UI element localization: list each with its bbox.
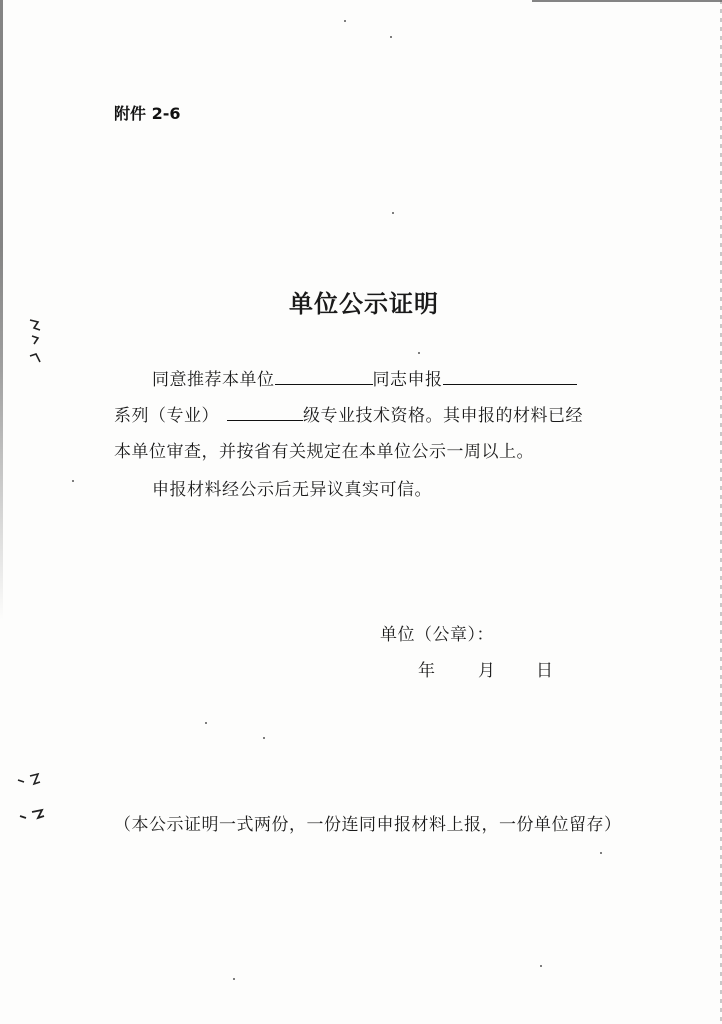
series-prefix: 系列（专业） xyxy=(114,406,219,426)
recommend-prefix: 同意推荐本单位 xyxy=(152,370,275,390)
date-month: 月 xyxy=(478,661,495,681)
scan-speck xyxy=(540,965,542,967)
series-blank xyxy=(443,366,577,385)
level-blank xyxy=(227,402,303,421)
paragraph-line-3: 本单位审查，并按省有关规定在本单位公示一周以上。 xyxy=(114,442,534,462)
paragraph-line-1 xyxy=(114,362,662,398)
handwritten-margin-mark xyxy=(26,316,46,375)
scan-speck xyxy=(233,978,235,980)
footnote: （本公示证明一式两份，一份连同申报材料上报，一份单位留存） xyxy=(114,815,622,835)
scan-edge-top xyxy=(532,0,722,2)
document-title: 单位公示证明 xyxy=(289,289,439,318)
name-blank xyxy=(275,366,373,385)
paragraph-line-2 xyxy=(114,398,624,434)
seal-label: 单位（公章）： xyxy=(380,625,494,645)
scan-speck xyxy=(600,852,602,854)
scan-speck xyxy=(390,36,392,38)
qualification-text: 级专业技术资格。其申报的材料已经 xyxy=(303,406,583,426)
date-day: 日 xyxy=(536,661,553,681)
scan-speck xyxy=(263,737,265,739)
handwritten-margin-mark xyxy=(12,770,48,829)
scan-speck xyxy=(344,20,346,22)
paragraph-2: 申报材料经公示后无异议真实可信。 xyxy=(152,480,432,500)
recommend-middle: 同志申报 xyxy=(372,370,443,390)
scan-speck xyxy=(392,212,394,214)
scan-speck xyxy=(205,722,207,724)
attachment-label: 附件 2-6 xyxy=(114,104,181,123)
scan-speck xyxy=(418,352,420,354)
date-year: 年 xyxy=(418,661,435,681)
scan-speck xyxy=(72,480,74,482)
